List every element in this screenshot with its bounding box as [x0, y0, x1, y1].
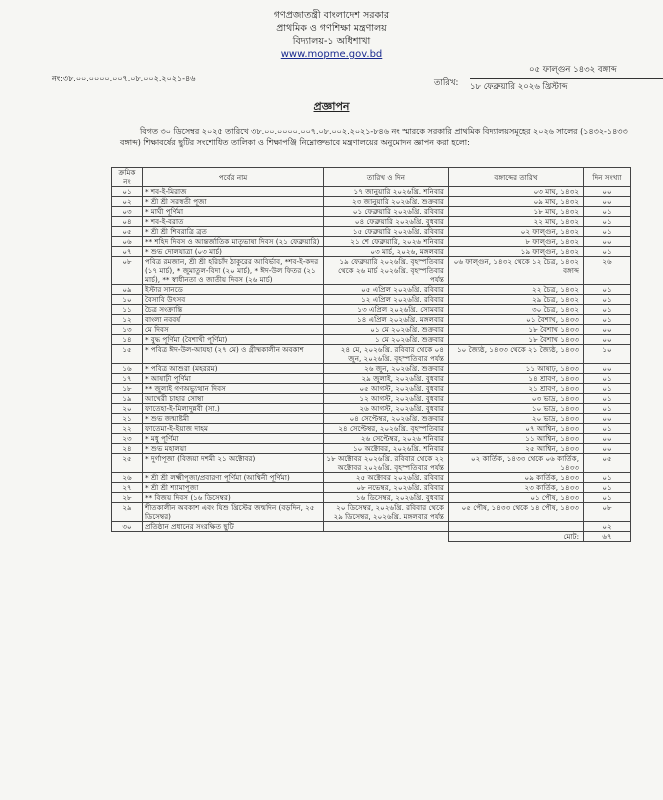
date-cell: ১৮ অক্টোবর ২০২৬খ্রি. রবিবার থেকে ২২ অক্টোবর ২০২৬খ্রি. বৃহস্পতিবার পর্যন্ত [324, 454, 449, 473]
serial-cell: ২৮ [112, 493, 143, 503]
total-spacer [143, 532, 324, 542]
total-row [112, 532, 631, 542]
header-event: পর্বের নাম [143, 168, 324, 187]
bangla-date-cell: ০৬ ফাল্গুন, ১৪৩২ থেকে ১২ চৈত্র, ১৪৩২ বঙ্গাব্দ [449, 257, 584, 285]
serial-cell: ১০ [112, 295, 143, 305]
days-cell: ০০ [584, 444, 631, 454]
holiday-table [111, 167, 631, 542]
page-title: প্রজ্ঞাপন [313, 100, 350, 113]
days-cell: ০০ [584, 187, 631, 197]
date-cell: ১৩ এপ্রিল ২০২৬খ্রি. সোমবার [324, 305, 449, 315]
serial-cell: ১৫ [112, 345, 143, 364]
table-row [112, 434, 631, 444]
bangla-date-cell: ০৭ আশ্বিন, ১৪৩৩ [449, 424, 584, 434]
table-row [112, 335, 631, 345]
bangla-date-cell: ১১ আশ্বিন, ১৪৩৩ [449, 434, 584, 444]
bangla-date-cell: ১৯ ফাল্গুন, ১৪৩২ [449, 247, 584, 257]
bangla-date-cell: ২৫ আশ্বিন, ১৪৩৩ [449, 444, 584, 454]
bangla-date-cell: ০৩ মাঘ, ১৪৩২ [449, 187, 584, 197]
total-value: ৬৭ [584, 532, 631, 542]
date-cell: ১৪ এপ্রিল ২০২৬খ্রি. মঙ্গলবার [324, 315, 449, 325]
table-row [112, 345, 631, 364]
date-cell: ২৫ অক্টোবর ২০২৬খ্রি. রবিবার [324, 473, 449, 483]
date-cell: ২৪ সেপ্টেম্বর, ২০২৬খ্রি. বৃহস্পতিবার [324, 424, 449, 434]
date-cell: ০৩ মার্চ, ২০২৬, মঙ্গলবার [324, 247, 449, 257]
event-cell: প্রতিষ্ঠান প্রধানের সংরক্ষিত ছুটি [143, 522, 324, 532]
days-cell: ০১ [584, 424, 631, 434]
event-cell: মে দিবস [143, 325, 324, 335]
date-cell: ২৬ আগস্ট, ২০২৬খ্রি. বুধবার [324, 404, 449, 414]
header-days: দিন সংখ্যা [584, 168, 631, 187]
memo-number: নং:৩৮.০০.০০০০.০০৭.০৮.০০২.২০২১-৪৬ [52, 74, 196, 83]
days-cell: ১০ [584, 345, 631, 364]
table-row [112, 207, 631, 217]
event-cell: ** বিজয় দিবস (১৬ ডিসেম্বর) [143, 493, 324, 503]
table-row [112, 414, 631, 424]
days-cell: ০১ [584, 305, 631, 315]
table-row [112, 257, 631, 285]
event-cell: ** জুলাই গণঅভ্যুত্থান দিবস [143, 384, 324, 394]
bangla-date-cell: ১১ আষাঢ়, ১৪৩৩ [449, 364, 584, 374]
table-row [112, 503, 631, 522]
event-cell: * শব-ই-বরাত [143, 217, 324, 227]
date-cell: ০৪ সেপ্টেম্বর, ২০২৬খ্রি. শুক্রবার [324, 414, 449, 424]
header-bangla-date: বঙ্গাব্দের তারিখ [449, 168, 584, 187]
date-cell: ০৫ আগস্ট, ২০২৬খ্রি. বুধবার [324, 384, 449, 394]
date-cell: ১৭ জানুয়ারি ২০২৬খ্রি. শনিবার [324, 187, 449, 197]
serial-cell: ০৩ [112, 207, 143, 217]
serial-cell: ২৪ [112, 444, 143, 454]
days-cell: ০১ [584, 374, 631, 384]
bangla-date-cell: ৩০ চৈত্র, ১৪৩২ [449, 305, 584, 315]
event-cell: * শ্রী শ্রী সরস্বতী পূজা [143, 197, 324, 207]
date-cell: ২৬ সেপ্টেম্বর, ২০২৬ শনিবার [324, 434, 449, 444]
days-cell: ০১ [584, 384, 631, 394]
table-row [112, 454, 631, 473]
serial-cell: ২২ [112, 424, 143, 434]
letterhead [0, 9, 663, 61]
table-row [112, 325, 631, 335]
date-cell: ২৯ জুলাই, ২০২৬খ্রি. বুধবার [324, 374, 449, 384]
table-row [112, 394, 631, 404]
date-label: তারিখ: [434, 78, 459, 88]
date-cell: ২৬ জুন, ২০২৬খ্রি. শুক্রবার [324, 364, 449, 374]
days-cell: ০১ [584, 247, 631, 257]
event-cell: * শব-ই-মিরাজ [143, 187, 324, 197]
website-link[interactable]: www.mopme.gov.bd [280, 49, 383, 60]
event-cell: * বুদ্ধ পূর্ণিমা (বৈশাখী পূর্ণিমা) [143, 335, 324, 345]
days-cell: ০১ [584, 207, 631, 217]
bangla-date-cell: ২৯ চৈত্র, ১৪৩২ [449, 295, 584, 305]
table-row [112, 217, 631, 227]
date-cell: ১০ অক্টোবর, ২০২৬খ্রি. শনিবার [324, 444, 449, 454]
table-row [112, 237, 631, 247]
serial-cell: ১৯ [112, 394, 143, 404]
date-cell: ০৫ এপ্রিল ২০২৬খ্রি. রবিবার [324, 285, 449, 295]
serial-cell: ১৪ [112, 335, 143, 345]
event-cell: পবিত্র রমজান, শ্রী শ্রী হরিচাঁদ ঠাকুরের আবির্ভাব, *শব-ই-কদর (১৭ মার্চ), * জুমাতুল-বিদা (২০ মার্চ), * ঈদ-উল ফিতর (২১ মার্চ), ** স্বাধীনতা ও জাতীয় দিবস (২৬ মার্চ) [143, 257, 324, 285]
gov-name: গণপ্রজাতন্ত্রী বাংলাদেশ সরকার [273, 10, 390, 21]
days-cell: ০০ [584, 237, 631, 247]
ministry-name: প্রাথমিক ও গণশিক্ষা মন্ত্রণালয় [276, 23, 387, 34]
bangla-date-cell: ০২ ফাল্গুন, ১৪৩২ [449, 227, 584, 237]
days-cell: ০১ [584, 394, 631, 404]
event-cell: * আষাঢ়ী পূর্ণিমা [143, 374, 324, 384]
table-row [112, 227, 631, 237]
intro-paragraph [120, 126, 640, 148]
date-cell: ২৪ মে, ২০২৬খ্রি. রবিবার থেকে ০৪ জুন, ২০২৬খ্রি. বৃহস্পতিবার পর্যন্ত [324, 345, 449, 364]
serial-cell: ২৬ [112, 473, 143, 483]
serial-cell: ১৬ [112, 364, 143, 374]
serial-cell: ০৯ [112, 285, 143, 295]
table-row [112, 404, 631, 414]
bangla-date-cell: ১০ জ্যৈষ্ঠ, ১৪৩৩ থেকে ২১ জ্যৈষ্ঠ, ১৪৩৩ [449, 345, 584, 364]
serial-cell: ২৩ [112, 434, 143, 444]
serial-cell: ৩০ [112, 522, 143, 532]
event-cell: ফাতেমা-ই-ইয়াজ দাহম [143, 424, 324, 434]
header-date: তারিখ ও দিন [324, 168, 449, 187]
days-cell: ০১ [584, 217, 631, 227]
date-cell: ২১ শে ফেব্রুয়ারি, ২০২৬ শনিবার [324, 237, 449, 247]
bangla-date-cell: ১৮ বৈশাখ ১৪৩৩ [449, 335, 584, 345]
bangla-date-cell: ১৪ শ্রাবণ, ১৪৩৩ [449, 374, 584, 384]
bangla-date-cell [449, 522, 584, 532]
bangla-date-cell: ২৩ কার্তিক, ১৪৩৩ [449, 483, 584, 493]
days-cell: ০২ [584, 522, 631, 532]
event-cell: * শুভ মহালয়া [143, 444, 324, 454]
serial-cell: ১১ [112, 305, 143, 315]
date-bangla: ০৫ ফাল্গুন ১৪৩২ বঙ্গাব্দ [529, 65, 617, 75]
event-cell: বাংলা নববর্ষ [143, 315, 324, 325]
date-cell: ১৯ ফেব্রুয়ারি ২০২৬খ্রি. বৃহস্পতিবার থেকে ২৬ মার্চ ২০২৬খ্রি. বৃহস্পতিবার পর্যন্ত [324, 257, 449, 285]
date-cell: ০১ মে ২০২৬খ্রি. শুক্রবার [324, 325, 449, 335]
event-cell: চৈত্র সংক্রান্তি [143, 305, 324, 315]
table-row [112, 295, 631, 305]
section-name: বিদ্যালয়-১ অধিশাখা [292, 36, 371, 47]
serial-cell: ১৮ [112, 384, 143, 394]
table-row [112, 384, 631, 394]
days-cell: ০০ [584, 364, 631, 374]
serial-cell: ২১ [112, 414, 143, 424]
event-cell: আখেরী চাহার সোম্বা [143, 394, 324, 404]
date-cell: ১ মে ২০২৬খ্রি. শুক্রবার [324, 335, 449, 345]
days-cell: ০১ [584, 295, 631, 305]
days-cell: ০০ [584, 414, 631, 424]
bangla-date-cell: ২২ চৈত্র, ১৪৩২ [449, 285, 584, 295]
bangla-date-cell: ২১ শ্রাবণ, ১৪৩৩ [449, 384, 584, 394]
table-row [112, 374, 631, 384]
serial-cell: ২০ [112, 404, 143, 414]
table-row [112, 315, 631, 325]
date-cell: ২৩ জানুয়ারি ২০২৬খ্রি. শুক্রবার [324, 197, 449, 207]
days-cell: ০১ [584, 473, 631, 483]
serial-cell: ২৭ [112, 483, 143, 493]
table-row [112, 197, 631, 207]
bangla-date-cell: ০২ কার্তিক, ১৪৩৩ থেকে ০৬ কার্তিক, ১৪৩৩ [449, 454, 584, 473]
bangla-date-cell: ১০ ভাদ্র, ১৪৩৩ [449, 404, 584, 414]
total-spacer [112, 532, 143, 542]
serial-cell: ২৯ [112, 503, 143, 522]
total-spacer [324, 532, 449, 542]
bangla-date-cell: ০৯ মাঘ, ১৪৩২ [449, 197, 584, 207]
event-cell: * পবিত্র ঈদ-উল-আযহা (২৭ মে) ও গ্রীষ্মকালীন অবকাশ [143, 345, 324, 364]
event-cell: * পবিত্র আশুরা (মহররম) [143, 364, 324, 374]
table-row [112, 483, 631, 493]
serial-cell: ১২ [112, 315, 143, 325]
days-cell: ০০ [584, 434, 631, 444]
date-cell: ১২ আগস্ট, ২০২৬খ্রি. বুধবার [324, 394, 449, 404]
date-cell: ২০ ডিসেম্বর, ২০২৬খ্রি. রবিবার থেকে ২৯ ডিসেম্বর, ২০২৬খ্রি. মঙ্গলবার পর্যন্ত [324, 503, 449, 522]
days-cell: ০৮ [584, 503, 631, 522]
days-cell: ০৫ [584, 454, 631, 473]
bangla-date-cell: ২০ ভাদ্র, ১৪৩৩ [449, 414, 584, 424]
bangla-date-cell: ২২ মাঘ, ১৪৩২ [449, 217, 584, 227]
days-cell: ০০ [584, 325, 631, 335]
date-cell [324, 522, 449, 532]
date-cell: ১২ এপ্রিল ২০২৬খ্রি. রবিবার [324, 295, 449, 305]
date-cell: ১৫ ফেব্রুয়ারি ২০২৬খ্রি. রবিবার [324, 227, 449, 237]
bangla-date-cell: ০৫ পৌষ, ১৪৩৩ থেকে ১৪ পৌষ, ১৪৩৩ [449, 503, 584, 522]
bangla-date-cell: ০৩ ভাদ্র, ১৪৩৩ [449, 394, 584, 404]
serial-cell: ১৭ [112, 374, 143, 384]
header-serial: ক্রমিক নং [112, 168, 143, 187]
bangla-date-cell: ১৮ বৈশাখ ১৪৩৩ [449, 325, 584, 335]
bangla-date-cell: ০১ বৈশাখ, ১৪৩৩ [449, 315, 584, 325]
table-row [112, 187, 631, 197]
date-cell: ০৮ নভেম্বর, ২০২৬খ্রি. রবিবার [324, 483, 449, 493]
event-cell: শীতকালীন অবকাশ এবং যিশু খ্রিস্টের জন্মদিন (বড়দিন, ২৫ ডিসেম্বর) [143, 503, 324, 522]
days-cell: ০০ [584, 335, 631, 345]
date-cell: ০১ ফেব্রুয়ারি ২০২৬খ্রি. রবিবার [324, 207, 449, 217]
event-cell: বৈসাবি উৎসব [143, 295, 324, 305]
days-cell: ২৬ [584, 257, 631, 285]
table-row [112, 305, 631, 315]
days-cell: ০১ [584, 404, 631, 414]
date-block [434, 63, 663, 94]
bangla-date-cell: ০১ পৌষ, ১৪৩৩ [449, 493, 584, 503]
event-cell: * শুভ জন্মাষ্টমী [143, 414, 324, 424]
bangla-date-cell: ১৮ মাঘ, ১৪৩২ [449, 207, 584, 217]
event-cell: * শ্রী শ্রী শ্যামাপূজা [143, 483, 324, 493]
days-cell: ০১ [584, 315, 631, 325]
date-cell: ১৬ ডিসেম্বর, ২০২৬খ্রি. বুধবার [324, 493, 449, 503]
days-cell: ০১ [584, 493, 631, 503]
table-row [112, 444, 631, 454]
serial-cell: ১৩ [112, 325, 143, 335]
table-row [112, 247, 631, 257]
date-cell: ০৪ ফেব্রুয়ারি ২০২৬খ্রি. বুধবার [324, 217, 449, 227]
event-cell: * শ্রী শ্রী লক্ষ্মীপূজা/প্রবারণা পূর্ণিমা (আশ্বিনী পূর্ণিমা) [143, 473, 324, 483]
table-header-row [112, 168, 631, 187]
days-cell: ০১ [584, 227, 631, 237]
intro-text: বিগত ৩০ ডিসেম্বর ২০২৫ তারিখে ৩৮.০০.০০০০.০০৭.০৮.০০২.২০২১-৮৪৬ নং স্মারকে সরকারি প্রাথমিক বিদ্যালয়সমূহের ২০২৬ সালের (১৪৩২-১৪৩৩ বঙ্গাব্দ) শিক্ষাবর্ষের ছুটির সংশোধিত তালিকা ও শিক্ষাপঞ্জি নিম্নোক্তভাবে মন্ত্রণালয়ের অনুমোদন জ্ঞাপন করা হলো: [120, 127, 628, 147]
serial-cell: ০৬ [112, 237, 143, 247]
event-cell: ** শহিদ দিবস ও আন্তর্জাতিক মাতৃভাষা দিবস (২১ ফেব্রুয়ারি) [143, 237, 324, 247]
event-cell: * দুর্গাপূজা (বিজয়া দশমী ২১ অক্টোবর) [143, 454, 324, 473]
serial-cell: ০২ [112, 197, 143, 207]
event-cell: * শ্রী শ্রী শিবরাত্রি ব্রত [143, 227, 324, 237]
table-row [112, 424, 631, 434]
days-cell: ০০ [584, 197, 631, 207]
serial-cell: ০৮ [112, 257, 143, 285]
event-cell: ফাতেহা-ই-মিলাদুন্নবী (সা.) [143, 404, 324, 414]
serial-cell: ০১ [112, 187, 143, 197]
serial-cell: ০৪ [112, 217, 143, 227]
table-row [112, 473, 631, 483]
event-cell: * শুভ দোলযাত্রা (০৩ মার্চ) [143, 247, 324, 257]
date-english: ১৮ ফেব্রুয়ারি ২০২৬ খ্রিস্টাব্দ [470, 82, 568, 92]
table-row [112, 493, 631, 503]
serial-cell: ২৫ [112, 454, 143, 473]
date-divider [470, 78, 663, 79]
event-cell: ইস্টার সানডে [143, 285, 324, 295]
bangla-date-cell: ৮ ফাল্গুন, ১৪৩২ [449, 237, 584, 247]
serial-cell: ০৭ [112, 247, 143, 257]
days-cell: ০১ [584, 483, 631, 493]
days-cell: ০১ [584, 285, 631, 295]
table-row [112, 364, 631, 374]
total-label: মোট: [449, 532, 584, 542]
event-cell: * মাঘী পূর্ণিমা [143, 207, 324, 217]
bangla-date-cell: ০৯ কার্তিক, ১৪৩৩ [449, 473, 584, 483]
serial-cell: ০৫ [112, 227, 143, 237]
event-cell: * মধু পূর্ণিমা [143, 434, 324, 444]
table-row [112, 522, 631, 532]
table-row [112, 285, 631, 295]
